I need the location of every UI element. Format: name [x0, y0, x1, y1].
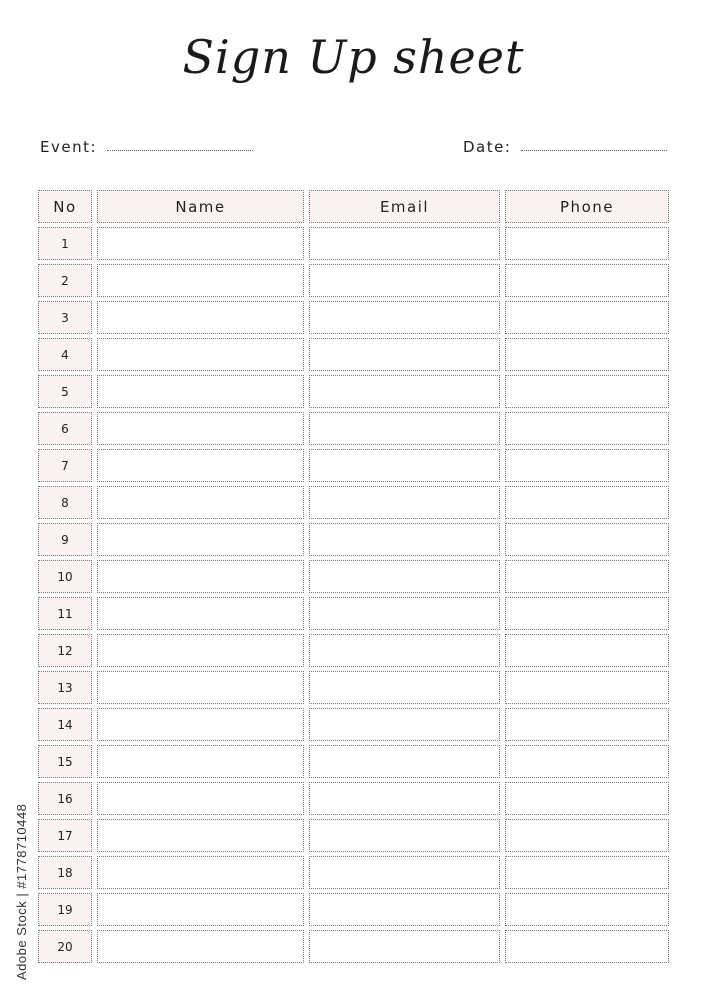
row-number-cell — [38, 449, 92, 482]
row-number-cell — [38, 597, 92, 630]
signup-table — [38, 190, 669, 967]
name-cell[interactable] — [97, 449, 304, 482]
email-cell[interactable] — [309, 745, 500, 778]
name-cell[interactable] — [97, 375, 304, 408]
name-cell[interactable] — [97, 412, 304, 445]
email-cell[interactable] — [309, 264, 500, 297]
email-cell[interactable] — [309, 338, 500, 371]
row-number-cell — [38, 745, 92, 778]
email-cell[interactable] — [309, 301, 500, 334]
row-number-cell — [38, 856, 92, 889]
name-cell[interactable] — [97, 893, 304, 926]
phone-cell[interactable] — [505, 782, 669, 815]
phone-cell[interactable] — [505, 560, 669, 593]
table-row — [38, 708, 669, 741]
page-title: Sign Up sheet — [182, 30, 525, 84]
phone-cell[interactable] — [505, 264, 669, 297]
row-number-cell — [38, 708, 92, 741]
row-number: 19 — [57, 902, 73, 917]
row-number: 17 — [57, 828, 73, 843]
phone-cell[interactable] — [505, 375, 669, 408]
table-row — [38, 930, 669, 963]
row-number: 10 — [57, 569, 73, 584]
row-number: 5 — [61, 384, 69, 399]
column-header-no — [38, 190, 92, 223]
row-number: 3 — [61, 310, 69, 325]
table-row — [38, 301, 669, 334]
row-number: 14 — [57, 717, 73, 732]
row-number-cell — [38, 412, 92, 445]
row-number-cell — [38, 893, 92, 926]
table-body — [38, 227, 669, 963]
phone-cell[interactable] — [505, 856, 669, 889]
event-input-line[interactable] — [107, 150, 253, 151]
phone-cell[interactable] — [505, 449, 669, 482]
row-number-cell — [38, 560, 92, 593]
table-row — [38, 375, 669, 408]
name-cell[interactable] — [97, 634, 304, 667]
name-cell[interactable] — [97, 301, 304, 334]
row-number: 2 — [61, 273, 69, 288]
phone-cell[interactable] — [505, 819, 669, 852]
row-number: 20 — [57, 939, 73, 954]
email-cell[interactable] — [309, 819, 500, 852]
name-cell[interactable] — [97, 264, 304, 297]
row-number: 6 — [61, 421, 69, 436]
row-number-cell — [38, 782, 92, 815]
name-cell[interactable] — [97, 745, 304, 778]
row-number-cell — [38, 227, 92, 260]
row-number-cell — [38, 634, 92, 667]
phone-cell[interactable] — [505, 486, 669, 519]
row-number: 13 — [57, 680, 73, 695]
phone-cell[interactable] — [505, 412, 669, 445]
table-row — [38, 449, 669, 482]
email-cell[interactable] — [309, 375, 500, 408]
table-row — [38, 782, 669, 815]
email-cell[interactable] — [309, 486, 500, 519]
column-header-phone — [505, 190, 669, 223]
date-field — [463, 134, 667, 156]
row-number-cell — [38, 486, 92, 519]
event-label: Event: — [40, 138, 98, 156]
row-number: 16 — [57, 791, 73, 806]
email-cell[interactable] — [309, 930, 500, 963]
name-cell[interactable] — [97, 227, 304, 260]
table-row — [38, 412, 669, 445]
phone-cell[interactable] — [505, 227, 669, 260]
row-number: 11 — [57, 606, 73, 621]
row-number-cell — [38, 338, 92, 371]
row-number: 15 — [57, 754, 73, 769]
column-header-label: Email — [379, 197, 430, 216]
email-cell[interactable] — [309, 227, 500, 260]
name-cell[interactable] — [97, 597, 304, 630]
date-input-line[interactable] — [521, 150, 667, 151]
email-cell[interactable] — [309, 671, 500, 704]
name-cell[interactable] — [97, 338, 304, 371]
row-number: 18 — [57, 865, 73, 880]
name-cell[interactable] — [97, 523, 304, 556]
row-number-cell — [38, 671, 92, 704]
phone-cell[interactable] — [505, 523, 669, 556]
table-header-row — [38, 190, 669, 223]
row-number-cell — [38, 301, 92, 334]
column-header-label: No — [53, 197, 77, 216]
table-row — [38, 338, 669, 371]
email-cell[interactable] — [309, 893, 500, 926]
row-number: 4 — [61, 347, 69, 362]
phone-cell[interactable] — [505, 708, 669, 741]
table-row — [38, 671, 669, 704]
phone-cell[interactable] — [505, 671, 669, 704]
column-header-label: Name — [175, 197, 226, 216]
row-number-cell — [38, 375, 92, 408]
column-header-label: Phone — [560, 197, 614, 216]
event-field — [40, 134, 253, 156]
table-row — [38, 893, 669, 926]
name-cell[interactable] — [97, 560, 304, 593]
table-row — [38, 264, 669, 297]
row-number-cell — [38, 264, 92, 297]
table-row — [38, 745, 669, 778]
email-cell[interactable] — [309, 449, 500, 482]
name-cell[interactable] — [97, 671, 304, 704]
email-cell[interactable] — [309, 708, 500, 741]
table-row — [38, 634, 669, 667]
name-cell[interactable] — [97, 486, 304, 519]
table-row — [38, 560, 669, 593]
phone-cell[interactable] — [505, 301, 669, 334]
name-cell[interactable] — [97, 708, 304, 741]
row-number-cell — [38, 523, 92, 556]
row-number: 8 — [61, 495, 69, 510]
phone-cell[interactable] — [505, 634, 669, 667]
row-number: 12 — [57, 643, 73, 658]
phone-cell[interactable] — [505, 930, 669, 963]
table-row — [38, 486, 669, 519]
email-cell[interactable] — [309, 412, 500, 445]
table-row — [38, 819, 669, 852]
date-label: Date: — [463, 138, 512, 156]
table-row — [38, 523, 669, 556]
row-number: 7 — [61, 458, 69, 473]
phone-cell[interactable] — [505, 338, 669, 371]
row-number-cell — [38, 930, 92, 963]
phone-cell[interactable] — [505, 597, 669, 630]
column-header-name — [97, 190, 304, 223]
name-cell[interactable] — [97, 856, 304, 889]
email-cell[interactable] — [309, 597, 500, 630]
email-cell[interactable] — [309, 634, 500, 667]
email-cell[interactable] — [309, 560, 500, 593]
table-row — [38, 597, 669, 630]
column-header-email — [309, 190, 500, 223]
row-number: 1 — [61, 236, 69, 251]
table-row — [38, 227, 669, 260]
table-row — [38, 856, 669, 889]
name-cell[interactable] — [97, 819, 304, 852]
email-cell[interactable] — [309, 523, 500, 556]
phone-cell[interactable] — [505, 745, 669, 778]
row-number: 9 — [61, 532, 69, 547]
row-number-cell — [38, 819, 92, 852]
phone-cell[interactable] — [505, 893, 669, 926]
email-cell[interactable] — [309, 782, 500, 815]
name-cell[interactable] — [97, 782, 304, 815]
name-cell[interactable] — [97, 930, 304, 963]
stock-watermark-id: Adobe Stock | #1778710448 — [14, 803, 29, 980]
email-cell[interactable] — [309, 856, 500, 889]
